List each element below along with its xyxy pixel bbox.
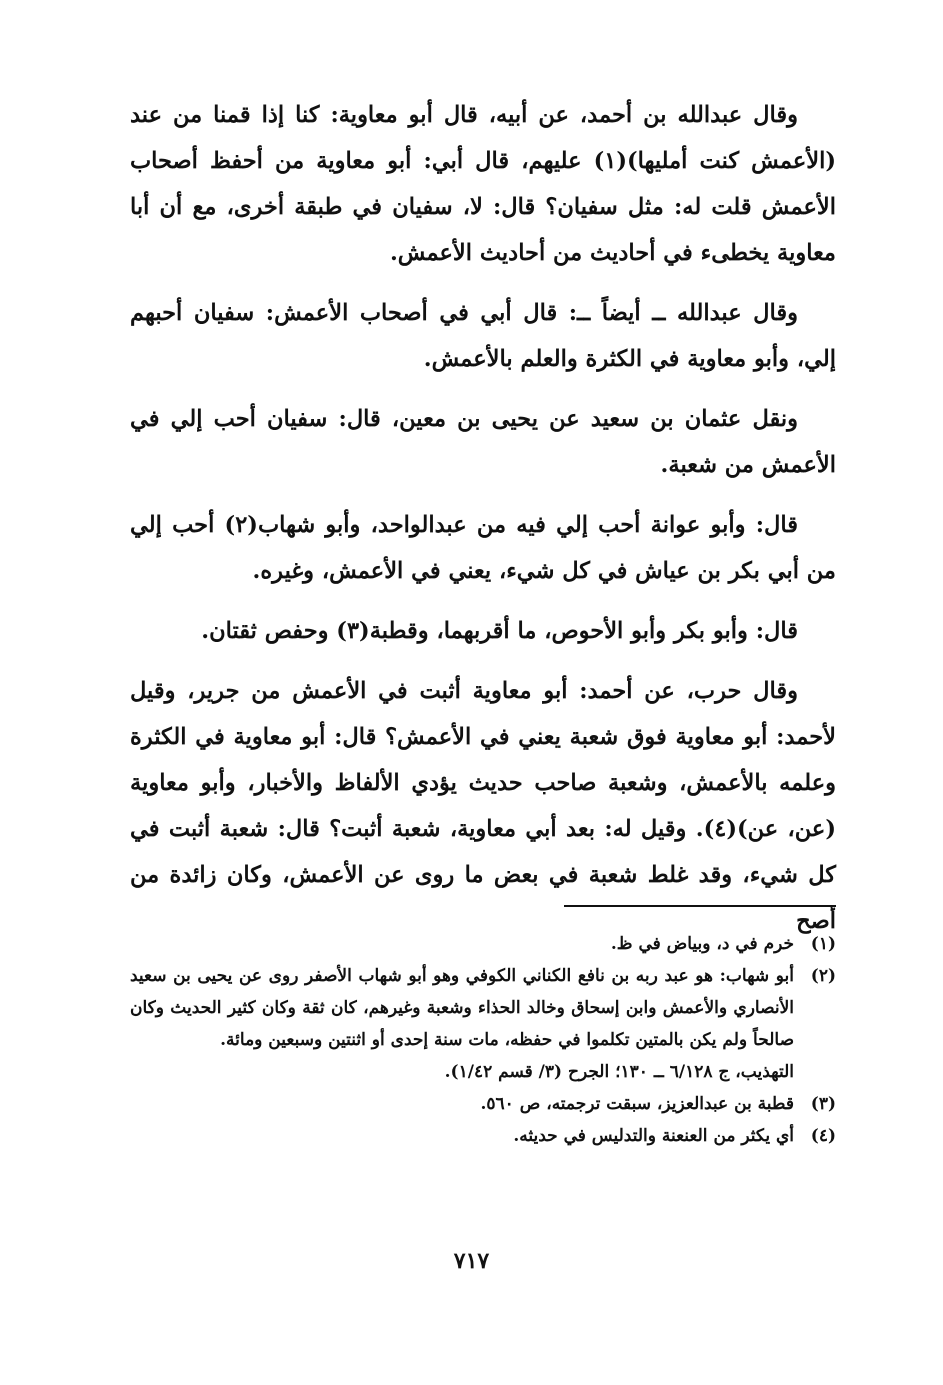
paragraph-5: قال: وأبو بكر وأبو الأحوص، ما أقربهما، وقطبة(٣) وحفص ثقتان. (201, 618, 798, 644)
paragraph-1: وقال عبدالله بن أحمد، عن أبيه، قال أبو معاوية: كنا إذا قمنا من عند (الأعمش كنت أمليها)(١) عليهم، قال أبي: أبو معاوية من أحفظ أصحاب الأعمش قلت له: مثل سفيان؟ قال: لا، سفيان في طبقة أخرى، مع أن أبا معاوية يخطىء في أحاديث من أحاديث الأعمش. (130, 102, 837, 266)
footnote-2 (130, 960, 836, 1056)
footnote-1-text: خرم في د، وبياض في ظ. (610, 934, 794, 954)
footnote-separator (564, 905, 836, 907)
main-text (130, 92, 836, 944)
footnote-1-number: (١) (810, 934, 836, 954)
footnote-3-number: (٣) (810, 1094, 836, 1114)
paragraph-3: ونقل عثمان بن سعيد عن يحيى بن معين، قال: سفيان أحب إلي في الأعمش من شعبة. (130, 406, 836, 478)
footnote-2-number: (٢) (810, 966, 836, 986)
footnote-2-text: أبو شهاب: هو عبد ربه بن نافع الكناني الكوفي وهو أبو شهاب الأصفر روى عن يحيى بن سعيد الأنصاري والأعمش وابن إسحاق وخالد الحذاء وشعبة وغيرهم، كان ثقة وكان كثير الحديث وكان صالحاً ولم يكن بالمتين تكلموا في حفظه، مات سنة إحدى أو اثنتين وسبعين ومائة. (130, 966, 794, 1050)
page-number: ٧١٧ (453, 1248, 490, 1274)
footnotes (130, 928, 836, 1152)
footnote-4 (130, 1120, 836, 1152)
footnote-3 (130, 1088, 836, 1120)
footnote-4-number: (٤) (810, 1126, 836, 1146)
footnote-4-text: أي يكثر من العنعنة والتدليس في حديثه. (513, 1126, 794, 1146)
footnote-2-citation: التهذيب، ج ٦/١٢٨ ــ ١٣٠؛ الجرح (٣/ قسم ١/٤٢). (444, 1062, 794, 1082)
footnote-1 (130, 928, 836, 960)
paragraph-2: وقال عبدالله ــ أيضاً ــ: قال أبي في أصحاب الأعمش: سفيان أحبهم إلي، وأبو معاوية في الكثرة والعلم بالأعمش. (130, 300, 836, 372)
paragraph-6: وقال حرب، عن أحمد: أبو معاوية أثبت في الأعمش من جرير، وقيل لأحمد: أبو معاوية فوق شعبة يعني في الأعمش؟ قال: أبو معاوية في الكثرة وعلمه بالأعمش، وشعبة صاحب حديث يؤدي الألفاظ والأخبار، وأبو معاوية (عن، عن)(٤). وقيل له: بعد أبي معاوية، شعبة أثبت؟ قال: شعبة أثبت في كل شيء، وقد غلط شعبة في بعض ما روى عن الأعمش، وكان زائدة من أصح (130, 678, 837, 934)
paragraph-4: قال: وأبو عوانة أحب إلي فيه من عبدالواحد، وأبو شهاب(٢) أحب إلي من أبي بكر بن عياش في كل شيء، يعني في الأعمش، وغيره. (130, 512, 836, 584)
footnote-3-text: قطبة بن عبدالعزيز، سبقت ترجمته، ص ٥٦٠. (480, 1094, 794, 1114)
